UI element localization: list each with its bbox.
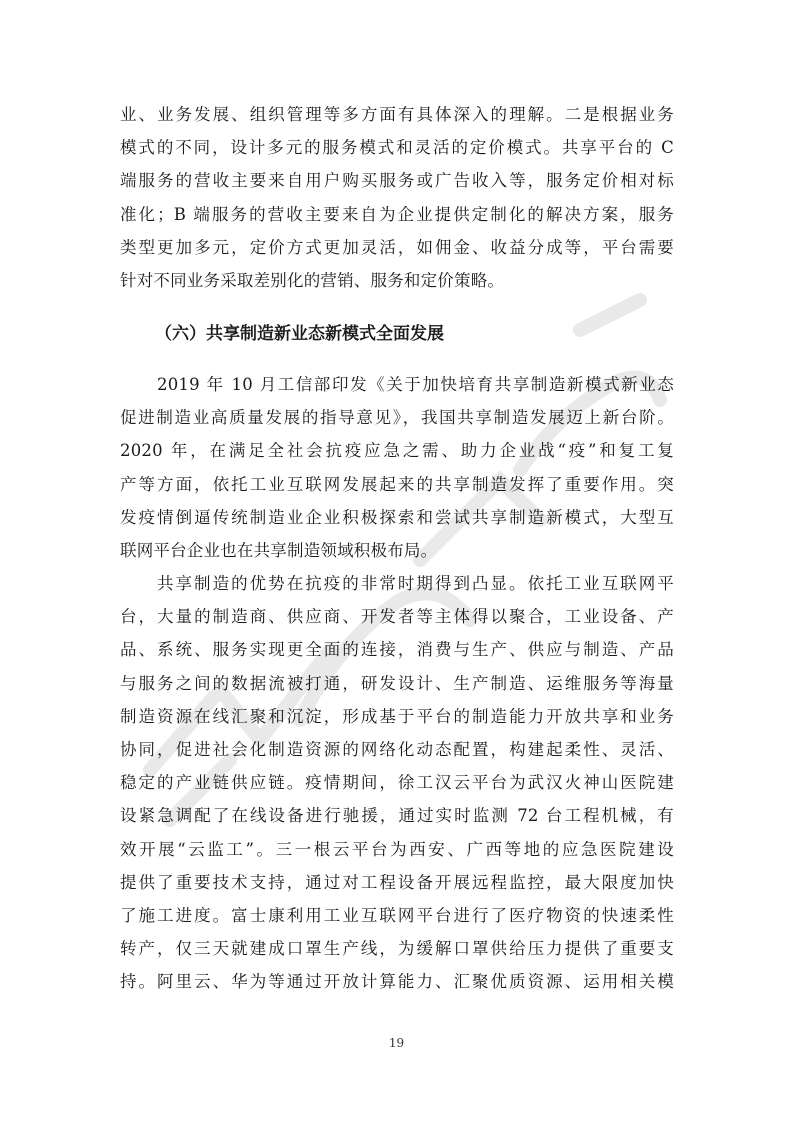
text-line: 持。阿里云、华为等通过开放计算能力、汇聚优质资源、运用相关模 bbox=[120, 972, 674, 992]
text-line: 针对不同业务采取差别化的营销、服务和定价策略。 bbox=[120, 270, 505, 290]
text-line: 稳定的产业链供应链。疫情期间，徐工汉云平台为武汉火神山医院建 bbox=[120, 773, 674, 793]
text-line: 转产，仅三天就建成口罩生产线，为缓解口罩供给压力提供了重要支 bbox=[120, 939, 674, 959]
text-line: 效开展“云监工”。三一根云平台为西安、广西等地的应急医院建设 bbox=[120, 839, 674, 859]
text-line: 共享制造的优势在抗疫的非常时期得到凸显。依托工业互联网平 bbox=[157, 574, 674, 593]
page-number: 19 bbox=[388, 1036, 405, 1050]
text-line: 提供了重要技术支持，通过对工程设备开展远程监控，最大限度加快 bbox=[120, 872, 674, 892]
text-line: 了施工进度。富士康利用工业互联网平台进行了医疗物资的快速柔性 bbox=[120, 905, 674, 925]
text-line: 模式的不同，设计多元的服务模式和灵活的定价模式。共享平台的 C bbox=[120, 138, 674, 158]
text-line: 制造资源在线汇聚和沉淀，形成基于平台的制造能力开放共享和业务 bbox=[120, 706, 674, 726]
text-line: 端服务的营收主要来自用户购买服务或广告收入等，服务定价相对标 bbox=[120, 171, 674, 191]
text-line: 与服务之间的数据流被打通，研发设计、生产制造、运维服务等海量 bbox=[120, 673, 674, 693]
paragraph-continuation bbox=[120, 98, 674, 297]
text-line: 促进制造业高质量发展的指导意见》，我国共享制造发展迈上新台阶。 bbox=[120, 408, 674, 428]
text-line: 品、系统、服务实现更全面的连接，消费与生产、供应与制造、产品 bbox=[120, 640, 674, 660]
text-line: 类型更加多元，定价方式更加灵活，如佣金、收益分成等，平台需要 bbox=[120, 237, 674, 257]
text-line: 发疫情倒逼传统制造业企业积极探索和尝试共享制造新模式，大型互 bbox=[120, 507, 674, 527]
text-line: 协同，促进社会化制造资源的网络化动态配置，构建起柔性、灵活、 bbox=[120, 739, 674, 759]
text-line: 台，大量的制造商、供应商、开发者等主体得以聚合，工业设备、产 bbox=[120, 607, 674, 627]
text-line: 产等方面，依托工业互联网发展起来的共享制造发挥了重要作用。突 bbox=[120, 474, 674, 494]
section-heading: （六）共享制造新业态新模式全面发展 bbox=[155, 324, 444, 344]
text-line: 2020 年，在满足全社会抗疫应急之需、助力企业战“疫”和复工复 bbox=[120, 441, 674, 461]
text-line: 2019 年 10 月工信部印发《关于加快培育共享制造新模式新业态 bbox=[157, 375, 674, 394]
paragraph-policy bbox=[120, 368, 674, 567]
paragraph-advantages bbox=[120, 567, 674, 998]
text-line: 联网平台企业也在共享制造领域积极布局。 bbox=[120, 540, 438, 560]
text-line: 准化；B 端服务的营收主要来自为企业提供定制化的解决方案，服务 bbox=[120, 204, 674, 224]
text-line: 设紧急调配了在线设备进行驰援，通过实时监测 72 台工程机械，有 bbox=[120, 806, 674, 826]
text-line: 业、业务发展、组织管理等多方面有具体深入的理解。二是根据业务 bbox=[120, 105, 674, 124]
